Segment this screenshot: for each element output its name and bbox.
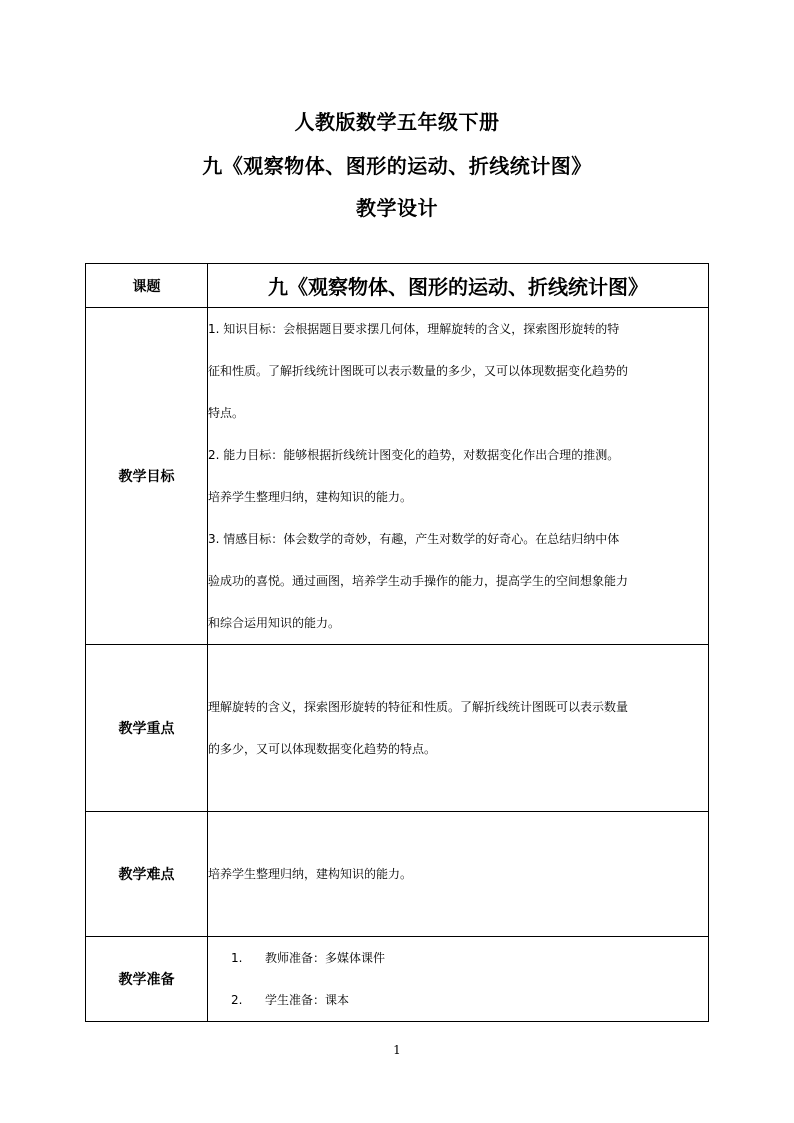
topic-label: 课题	[86, 264, 208, 308]
list-item-number: 2.	[231, 993, 243, 1007]
goals-line: 2. 能力目标：能够根据折线统计图变化的趋势，对数据变化作出合理的推测。	[208, 448, 620, 462]
goals-label: 教学目标	[86, 308, 208, 645]
preparation-label: 教学准备	[86, 937, 208, 1022]
difficulties-label: 教学难点	[86, 812, 208, 937]
goals-line: 1. 知识目标：会根据题目要求摆几何体，理解旋转的含义，探索图形旋转的特	[208, 322, 620, 336]
goals-line: 3. 情感目标：体会数学的奇妙，有趣，产生对数学的好奇心。在总结归纳中体	[208, 532, 620, 546]
page-number: 1	[393, 1043, 401, 1057]
lesson-plan-table	[85, 263, 709, 1022]
preparation-content	[208, 937, 709, 1022]
list-item-text: 学生准备：课本	[265, 993, 350, 1007]
goals-line: 和综合运用知识的能力。	[208, 616, 341, 630]
table-row-goals	[86, 308, 709, 645]
list-item-number: 1.	[231, 951, 243, 965]
key-points-label: 教学重点	[86, 645, 208, 812]
list-item-text: 教师准备：多媒体课件	[265, 951, 386, 965]
table-row-difficulties	[86, 812, 709, 937]
list-item	[208, 937, 708, 979]
key-points-line: 的多少，又可以体现数据变化趋势的特点。	[208, 742, 437, 756]
goals-line: 验成功的喜悦。通过画图，培养学生动手操作的能力，提高学生的空间想象能力	[208, 574, 629, 588]
table-row-preparation	[86, 937, 709, 1022]
goals-content	[208, 308, 709, 645]
difficulties-content: 培养学生整理归纳，建构知识的能力。	[208, 812, 709, 937]
doc-title-line-2: 九《观察物体、图形的运动、折线统计图》	[202, 154, 592, 178]
topic-value: 九《观察物体、图形的运动、折线统计图》	[208, 264, 709, 308]
doc-title-line-1: 人教版数学五年级下册	[294, 110, 500, 134]
goals-line: 征和性质。了解折线统计图既可以表示数量的多少，又可以体现数据变化趋势的	[208, 364, 629, 378]
list-item	[208, 979, 708, 1021]
goals-line: 特点。	[208, 406, 245, 420]
doc-title-line-3: 教学设计	[356, 196, 438, 220]
goals-line: 培养学生整理归纳，建构知识的能力。	[208, 490, 413, 504]
key-points-content	[208, 645, 709, 812]
key-points-line: 理解旋转的含义，探索图形旋转的特征和性质。了解折线统计图既可以表示数量	[208, 700, 629, 714]
table-row-key-points	[86, 645, 709, 812]
table-row-topic	[86, 264, 709, 308]
